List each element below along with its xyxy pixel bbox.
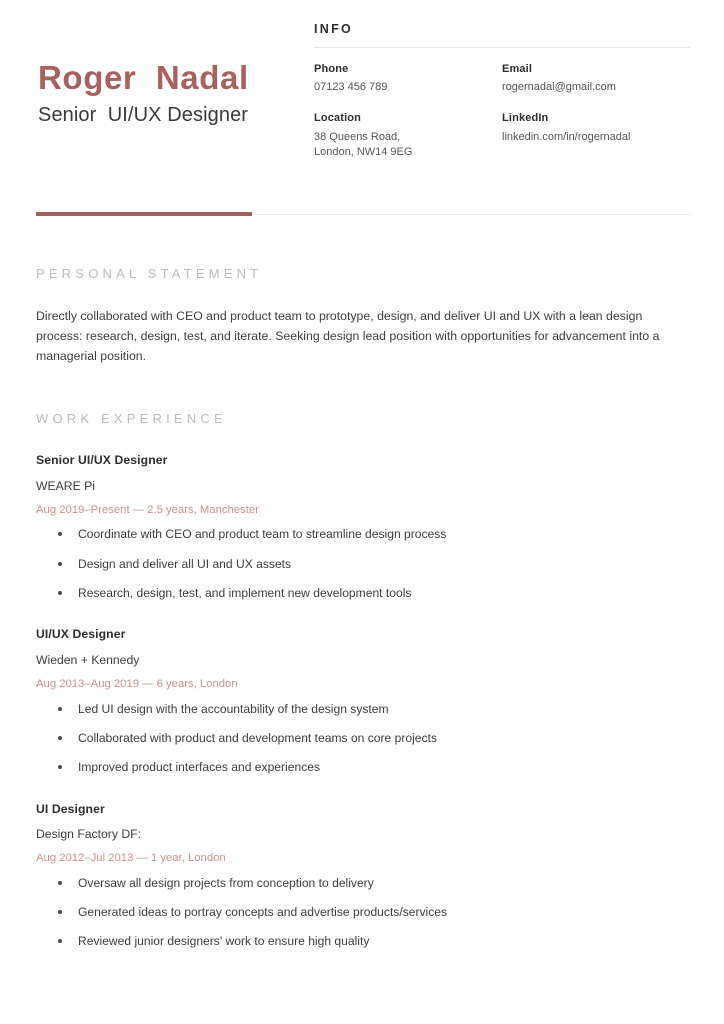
job-bullet: Led UI design with the accountability of the design system [36, 701, 690, 717]
info-value-location [314, 130, 494, 162]
info-item-location [314, 111, 502, 161]
header-divider [0, 212, 724, 218]
info-value-location-line2: London, NW14 9EG [314, 146, 413, 159]
job-role: UI/UX Designer [36, 627, 126, 642]
job-bullet: Collaborated with product and development teams on core projects [36, 730, 690, 746]
info-item-phone [314, 62, 502, 96]
job-role: Senior UI/UX Designer [36, 453, 168, 468]
job-bullet-list [36, 526, 690, 601]
info-label-linkedin: LinkedIn [502, 112, 549, 125]
job-meta: Aug 2019–Present — 2.5 years, Manchester [36, 503, 259, 516]
job-bullet: Improved product interfaces and experiences [36, 759, 690, 775]
info-value-phone: 07123 456 789 [314, 81, 388, 94]
job-role: UI Designer [36, 801, 105, 816]
personal-statement-text: Directly collaborated with CEO and product team to prototype, design, and deliver UI and UX with a lean design process: research, design, test, and iterate. Seeking design lead position with opportunities for advancement into a managerial position. [36, 309, 660, 363]
job-company: WEARE Pi [36, 478, 95, 493]
info-heading: INFO [314, 22, 354, 36]
section-work-experience [36, 367, 690, 950]
job-company: Wieden + Kennedy [36, 652, 140, 667]
job-bullet-list [36, 701, 690, 776]
info-label-phone: Phone [314, 63, 349, 75]
resume-header [0, 0, 724, 176]
section-heading-personal-statement: PERSONAL STATEMENT [36, 266, 263, 282]
job-bullet: Coordinate with CEO and product team to streamline design process [36, 526, 690, 542]
job-bullet: Design and deliver all UI and UX assets [36, 556, 690, 572]
job-meta: Aug 2013–Aug 2019 — 6 years, London [36, 677, 238, 690]
job-bullet: Research, design, test, and implement new development tools [36, 585, 690, 601]
job-entry [36, 627, 690, 775]
candidate-job-title: Senior UI/UX Designer [38, 103, 249, 126]
info-value-email[interactable]: rogernadal@gmail.com [502, 81, 616, 94]
job-entry [36, 453, 690, 601]
info-label-email: Email [502, 63, 533, 75]
info-value-location-line1: 38 Queens Road, [314, 130, 401, 143]
info-value-linkedin[interactable]: linkedin.com/in/rogernadal [502, 130, 631, 143]
info-grid [314, 62, 690, 176]
info-item-email [502, 62, 690, 96]
header-divider-accent-bar [36, 212, 252, 216]
job-bullet: Oversaw all design projects from conception to delivery [36, 875, 690, 891]
section-personal-statement [36, 218, 690, 366]
info-item-linkedin [502, 111, 690, 161]
section-heading-work-experience: WORK EXPERIENCE [36, 410, 227, 426]
job-company: Design Factory DF: [36, 826, 141, 841]
job-bullet: Reviewed junior designers' work to ensure high quality [36, 933, 690, 949]
info-label-location: Location [314, 112, 362, 125]
job-bullet-list [36, 875, 690, 950]
job-meta: Aug 2012–Jul 2013 — 1 year, London [36, 852, 226, 865]
resume-content [0, 218, 724, 949]
identity-block [36, 22, 308, 127]
job-bullet: Generated ideas to portray concepts and advertise products/services [36, 904, 690, 920]
info-panel [308, 22, 690, 176]
candidate-name: Roger Nadal [38, 59, 249, 96]
info-divider [314, 47, 690, 48]
job-entry [36, 802, 690, 950]
